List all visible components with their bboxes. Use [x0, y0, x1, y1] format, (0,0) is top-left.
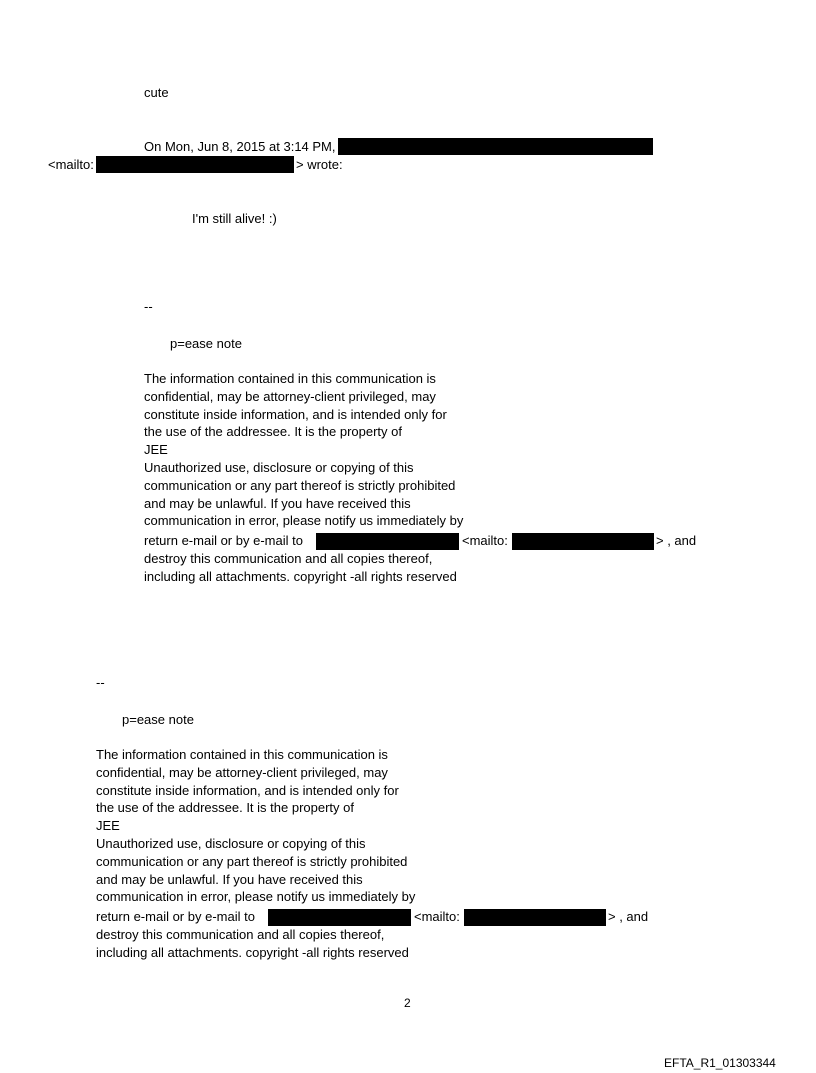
signature-separator: --	[144, 299, 153, 314]
disclaimer-line: communication in error, please notify us immediately by	[144, 513, 464, 529]
disclaimer-return-suffix: > , and	[608, 909, 649, 924]
redacted-sender	[338, 138, 653, 155]
redacted-contact	[316, 533, 459, 550]
disclaimer-line: constitute inside information, and is intended only for	[144, 406, 447, 422]
redacted-contact	[268, 909, 411, 926]
disclaimer-line: The information contained in this communication is	[144, 371, 436, 386]
disclaimer-return-mailto: <mailto:	[414, 909, 460, 924]
redacted-contact-email	[464, 909, 606, 926]
disclaimer-line: Unauthorized use, disclosure or copying of this	[96, 835, 366, 851]
disclaimer-heading: p=ease note	[170, 336, 242, 351]
quote-mailto-open: <mailto:	[48, 157, 94, 172]
disclaimer-line: constitute inside information, and is intended only for	[96, 782, 399, 798]
redacted-sender-email	[96, 156, 294, 173]
disclaimer-tail	[96, 926, 409, 962]
disclaimer-line: communication or any part thereof is strictly prohibited	[96, 853, 408, 869]
disclaimer-line: the use of the addressee. It is the property of	[96, 800, 354, 816]
disclaimer-line: confidential, may be attorney-client privileged, may	[144, 388, 436, 404]
page-number: 2	[404, 996, 411, 1010]
disclaimer-line: confidential, may be attorney-client privileged, may	[96, 764, 388, 780]
disclaimer-line: Unauthorized use, disclosure or copying of this	[144, 459, 414, 475]
disclaimer-line: The information contained in this communication is	[96, 747, 388, 762]
quoted-message: I'm still alive! :)	[192, 211, 277, 226]
disclaimer-line: destroy this communication and all copies thereof,	[144, 551, 433, 566]
disclaimer-line: and may be unlawful. If you have received this	[144, 495, 411, 511]
disclaimer-line: JEE	[96, 818, 120, 834]
signature-separator: --	[96, 675, 105, 690]
bates-id: EFTA_R1_01303344	[664, 1056, 776, 1070]
disclaimer-line: including all attachments. copyright -all rights reserved	[96, 944, 409, 960]
reply-text: cute	[144, 85, 169, 100]
disclaimer-line: the use of the addressee. It is the property of	[144, 424, 402, 440]
disclaimer-heading: p=ease note	[122, 712, 194, 727]
disclaimer-return-mailto: <mailto:	[462, 533, 508, 548]
disclaimer-paragraph	[144, 370, 463, 530]
disclaimer-line: JEE	[144, 442, 168, 458]
quote-header-line: On Mon, Jun 8, 2015 at 3:14 PM,	[144, 139, 336, 154]
disclaimer-paragraph	[96, 746, 415, 906]
disclaimer-return-prefix: return e-mail or by e-mail to	[96, 909, 255, 924]
disclaimer-return-prefix: return e-mail or by e-mail to	[144, 533, 303, 548]
disclaimer-return-suffix: > , and	[656, 533, 697, 548]
disclaimer-tail	[144, 550, 457, 586]
disclaimer-line: communication in error, please notify us immediately by	[96, 889, 416, 905]
disclaimer-line: communication or any part thereof is strictly prohibited	[144, 477, 456, 493]
disclaimer-line: and may be unlawful. If you have received this	[96, 871, 363, 887]
quote-wrote: > wrote:	[296, 157, 343, 172]
redacted-contact-email	[512, 533, 654, 550]
disclaimer-line: destroy this communication and all copies thereof,	[96, 927, 385, 942]
disclaimer-line: including all attachments. copyright -all rights reserved	[144, 568, 457, 584]
